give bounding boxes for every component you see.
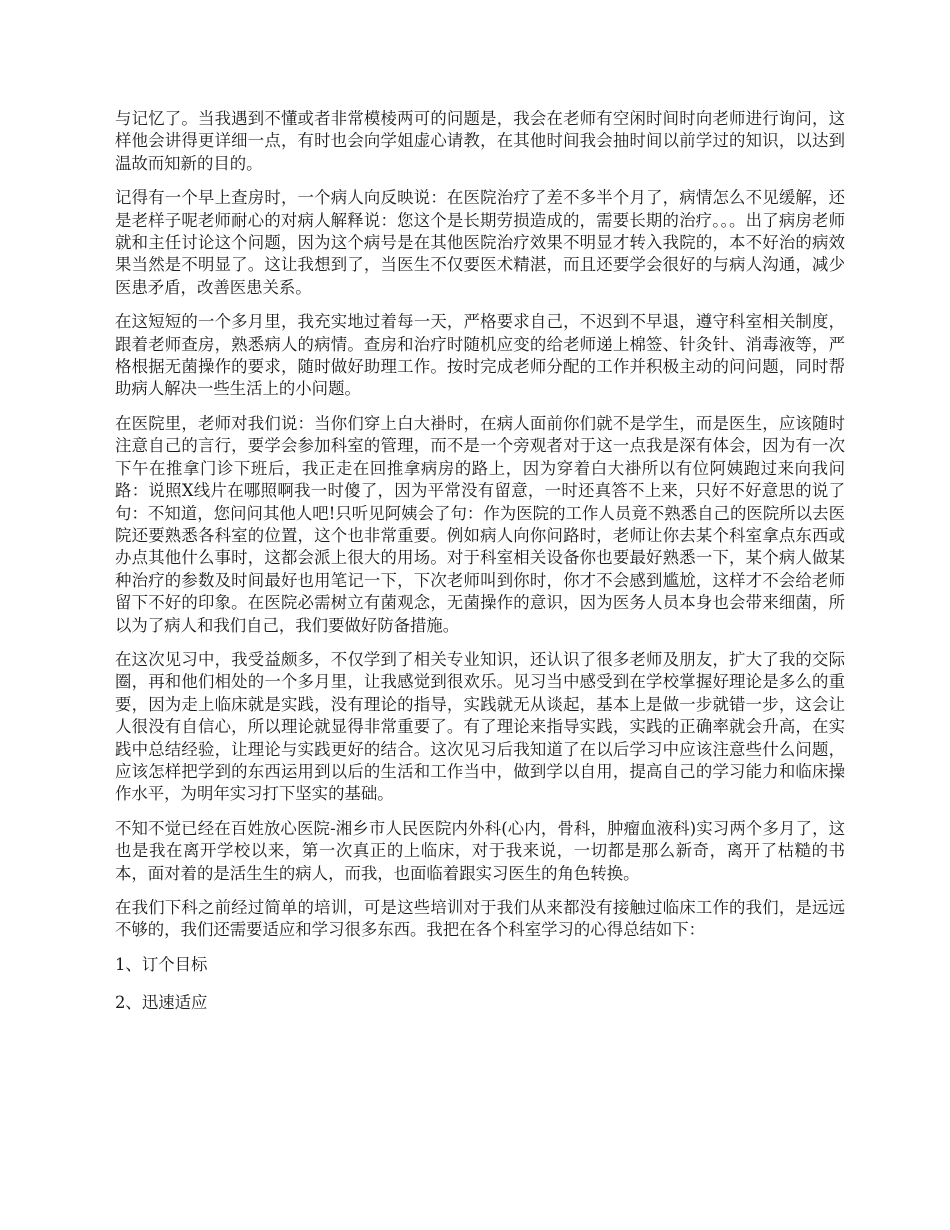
paragraph-internship-gains: 在这次见习中，我受益颇多，不仅学到了相关专业知识，还认识了很多老师及朋友，扩大了我的交际圈，再和他们相处的一个多月里，让我感觉到很欢乐。见习当中感受到在学校掌握好理论是多么的重要，因为走上临床就是实践，没有理论的指导，实践就无从谈起，基本上是做一步就错一步，这会让人很没有自信心，所以理论就显得非常重要了。有了理论来指导实践，实践的正确率就会升高，在实践中总结经验，让理论与实践更好的结合。这次见习后我知道了在以后学习中应该注意些什么问题，应该怎样把学到的东西运用到以后的生活和工作当中，做到学以自用，提高自己的学习能力和临床操作水平，为明年实习打下坚实的基础。 [115, 649, 845, 804]
list-item-set-goal: 1、订个目标 [115, 954, 208, 974]
paragraph-training: 在我们下科之前经过简单的培训，可是这些培训对于我们从来都没有接触过临床工作的我们，是远远不够的，我们还需要适应和学习很多东西。我把在各个科室学习的心得总结如下： [115, 898, 845, 940]
paragraph-review-knowledge: 与记忆了。当我遇到不懂或者非常模棱两可的问题是，我会在老师有空闲时间时向老师进行询问，这样他会讲得更详细一点，有时也会向学姐虚心请教，在其他时间我会抽时间以前学过的知识，以达到温故而知新的目的。 [115, 109, 845, 173]
paragraph-daily-routine: 在这短短的一个多月里，我充实地过着每一天，严格要求自己，不迟到不早退，遵守科室相关制度，跟着老师查房，熟悉病人的病情。查房和治疗时随机应变的给老师递上棉签、针灸针、消毒液等，严格根据无菌操作的要求，随时做好助理工作。按时完成老师分配的工作并积极主动的问问题，同时帮助病人解决一些生活上的小问题。 [115, 312, 845, 399]
document-body [115, 108, 845, 1031]
paragraph-white-coat: 在医院里，老师对我们说：当你们穿上白大褂时，在病人面前你们就不是学生，而是医生，应该随时注意自己的言行，要学会参加科室的管理，而不是一个旁观者对于这一点我是深有体会，因为有一次下午在推拿门诊下班后，我正走在回推拿病房的路上，因为穿着白大褂所以有位阿姨跑过来向我问路：说照X线片在哪照啊我一时傻了，因为平常没有留意，一时还真答不上来，只好不好意思的说了句：不知道，您问问其他人吧!只听见阿姨会了句：作为医院的工作人员竟不熟悉自己的医院所以去医院还要熟悉各科室的位置，这个也非常重要。例如病人向你问路时，老师让你去某个科室拿点东西或办点其他什么事时，这都会派上很大的用场。对于科室相关设备你也要最好熟悉一下，某个病人做某种治疗的参数及时间最好也用笔记一下，下次老师叫到你时，你才不会感到尴尬，这样才不会给老师留下不好的印象。在医院必需树立有菌观念，无菌操作的意识，因为医务人员本身也会带来细菌，所以为了病人和我们自己，我们要做好防备措施。 [115, 413, 845, 635]
paragraph-ward-round: 记得有一个早上查房时，一个病人向反映说：在医院治疗了差不多半个月了，病情怎么不见缓解，还是老样子呢老师耐心的对病人解释说：您这个是长期劳损造成的，需要长期的治疗。。。出了病房老师就和主任讨论这个问题，因为这个病号是在其他医院治疗效果不明显才转入我院的，本不好治的病效果当然是不明显了。这让我想到了，当医生不仅要医术精湛，而且还要学会很好的与病人沟通，减少医患矛盾，改善医患关系。 [115, 188, 845, 297]
list-item-adapt-quickly: 2、迅速适应 [115, 993, 208, 1013]
paragraph-hospital-intro: 不知不觉已经在百姓放心医院-湘乡市人民医院内外科(心内，骨科，肿瘤血液科)实习两个多月了，这也是我在离开学校以来，第一次真正的上临床，对于我来说，一切都是那么新奇，离开了枯糙的书本，面对着的是活生生的病人，而我，也面临着跟实习医生的角色转换。 [115, 818, 845, 883]
